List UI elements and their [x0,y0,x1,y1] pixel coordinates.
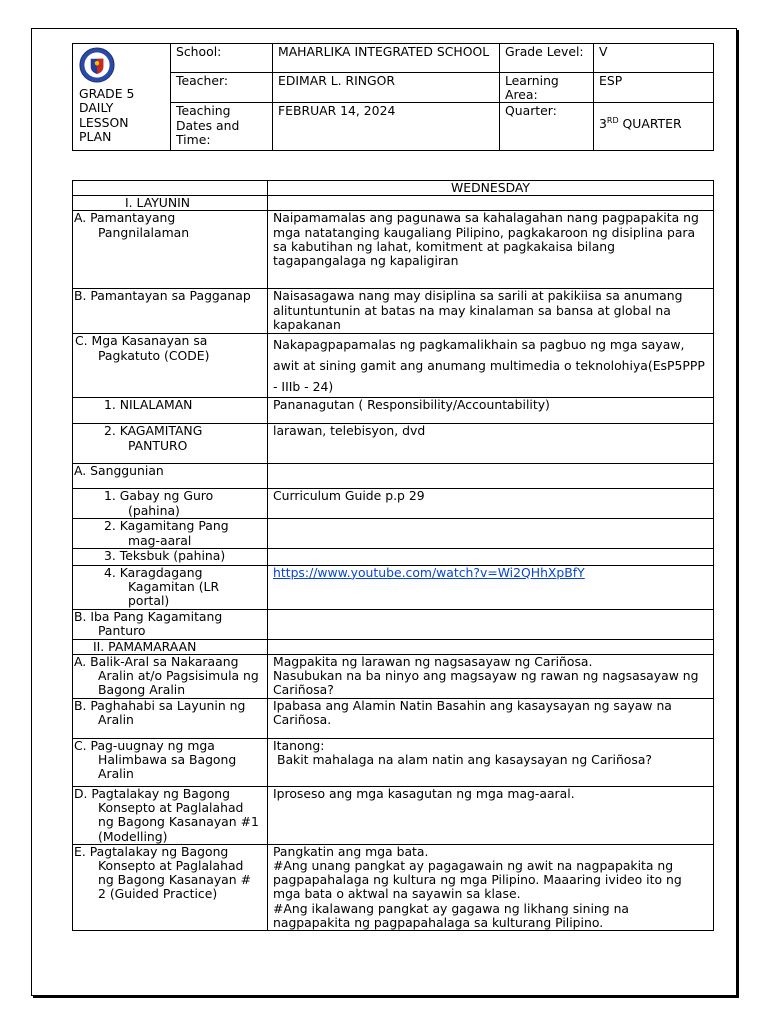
school-label: School: [171,44,273,73]
pagganap-value: Naisasagawa nang may disiplina sa sarili at pakikiisa sa anumang alituntuntunin at batas na may kinalaman sa bansa at global na kapakanan [268,289,714,334]
pamamaraan-heading: II. PAMAMARAAN [73,639,268,654]
deped-seal-icon [79,47,115,83]
pamantayang-label: A. Pamantayang Pangnilalaman [73,211,268,289]
balik-aral-line: Nasubukan na ba ninyo ang magsayaw ng rawan ng nagsasayaw ng Cariñosa? [273,668,699,698]
pag-uugnay-value [268,739,714,787]
blank-cell [268,464,714,489]
kagamitang-mag-aaral-label: 2. Kagamitang Pang mag-aaral [73,519,268,548]
pagtalakay1-value: Iproseso ang mga kasagutan ng mga mag-aaral. [268,787,714,845]
kagamitang-value: larawan, telebisyon, dvd [268,424,714,464]
grade-level-value: V [594,44,714,73]
nilalaman-value: Pananagutan ( Responsibility/Accountability) [268,398,714,424]
karagdagang-label: 4. Karagdagang Kagamitan (LR portal) [73,565,268,609]
kasanayan-label: C. Mga Kasanayan sa Pagkatuto (CODE) [73,334,268,398]
kasanayan-value: Nakapagpapamalas ng pagkamalikhain sa pagbuo ng mga sayaw, awit at sining gamit ang anumang multimedia o teknolohiya(EsP5PPP - IIIb - 24) [268,334,714,398]
teksbuk-label: 3. Teksbuk (pahina) [73,548,268,565]
pag-uugnay-line: Itanong: [273,738,325,754]
pagtalakay2-line: #Ang unang pangkat ay pagagawain ng awit na nagpapakita ng pagpapahalaga ng kultura ng mga Pilipino. Maaaring ivideo ito ng mga bata o aktwal na sayawin sa klase. [273,858,682,902]
pamantayang-value: Naipamamalas ang pagunawa sa kahalagahan nang pagpapakita ng mga natatanging kaugaliang Pilipino, pagkakaroon ng disiplina para sa kabutihan ng lahat, komitment at pagkakaisa bilang tagapangalaga ng kapaligiran [268,211,714,289]
school-value: MAHARLIKA INTEGRATED SCHOOL [273,44,500,73]
balik-aral-line: Magpakita ng larawan ng nagsasayaw ng Cariñosa. [273,654,593,670]
grade-label-line: GRADE 5 [79,86,135,101]
grade-label-line: LESSON [79,114,129,130]
learning-area-label: Learning Area: [500,73,594,103]
gabay-value: Curriculum Guide p.p 29 [268,489,714,519]
pagtalakay2-value [268,844,714,930]
quarter-label: Quarter: [500,103,594,151]
grade-label-line: DAILY [79,100,114,116]
pag-uugnay-line: Bakit mahalaga na alam natin ang kasaysayan ng Cariñosa? [273,752,653,768]
quarter-number: 3 [599,116,607,132]
grade-label-line: PLAN [79,129,112,145]
dates-label: Teaching Dates and Time: [171,103,273,151]
kagamitang-label: 2. KAGAMITANG PANTURO [73,424,268,464]
blank-cell [268,609,714,639]
day-header: WEDNESDAY [268,181,714,196]
learning-area-value: ESP [594,73,714,103]
sanggunian-label: A. Sanggunian [73,464,268,489]
iba-pang-label: B. Iba Pang Kagamitang Panturo [73,609,268,639]
youtube-link[interactable]: https://www.youtube.com/watch?v=Wi2QHhXpBfY [273,564,585,580]
blank-cell [268,196,714,211]
blank-cell [268,639,714,654]
pagtalakay1-label: D. Pagtalakay ng Bagong Konsepto at Paglalahad ng Bagong Kasanayan #1 (Modelling) [73,787,268,845]
paghahabi-value: Ipabasa ang Alamin Natin Basahin ang kasaysayan ng sayaw na Cariñosa. [268,699,714,739]
gabay-label: 1. Gabay ng Guro (pahina) [73,489,268,519]
quarter-word: QUARTER [618,116,682,132]
logo-grade-cell [73,44,171,151]
header-table [72,43,714,151]
pagtalakay2-line: #Ang ikalawang pangkat ay gagawa ng likhang sining na nagpapakita ng pagpapahalaga sa kulturang Pilipino. [273,900,630,930]
teacher-value: EDIMAR L. RINGOR [273,73,500,103]
layunin-heading: I. LAYUNIN [73,196,268,211]
blank-cell [268,548,714,565]
quarter-value [594,103,714,151]
pagtalakay2-label: E. Pagtalakay ng Bagong Konsepto at Paglalahad ng Bagong Kasanayan # 2 (Guided Practice) [73,844,268,930]
balik-aral-value [268,655,714,699]
header-blank [73,181,268,196]
lesson-plan-table [72,180,714,931]
pag-uugnay-label: C. Pag-uugnay ng mga Halimbawa sa Bagong Aralin [73,739,268,787]
pagtalakay2-line: Pangkatin ang mga bata. [273,843,429,859]
balik-aral-label: A. Balik-Aral sa Nakaraang Aralin at/o Pagsisimula ng Bagong Aralin [73,655,268,699]
quarter-suffix: RD [606,116,619,126]
dates-value: FEBRUAR 14, 2024 [273,103,500,151]
blank-cell [268,519,714,548]
teacher-label: Teacher: [171,73,273,103]
karagdagang-value [268,565,714,609]
nilalaman-label: 1. NILALAMAN [73,398,268,424]
grade-level-label: Grade Level: [500,44,594,73]
paghahabi-label: B. Paghahabi sa Layunin ng Aralin [73,699,268,739]
pagganap-label: B. Pamantayan sa Pagganap [73,289,268,334]
